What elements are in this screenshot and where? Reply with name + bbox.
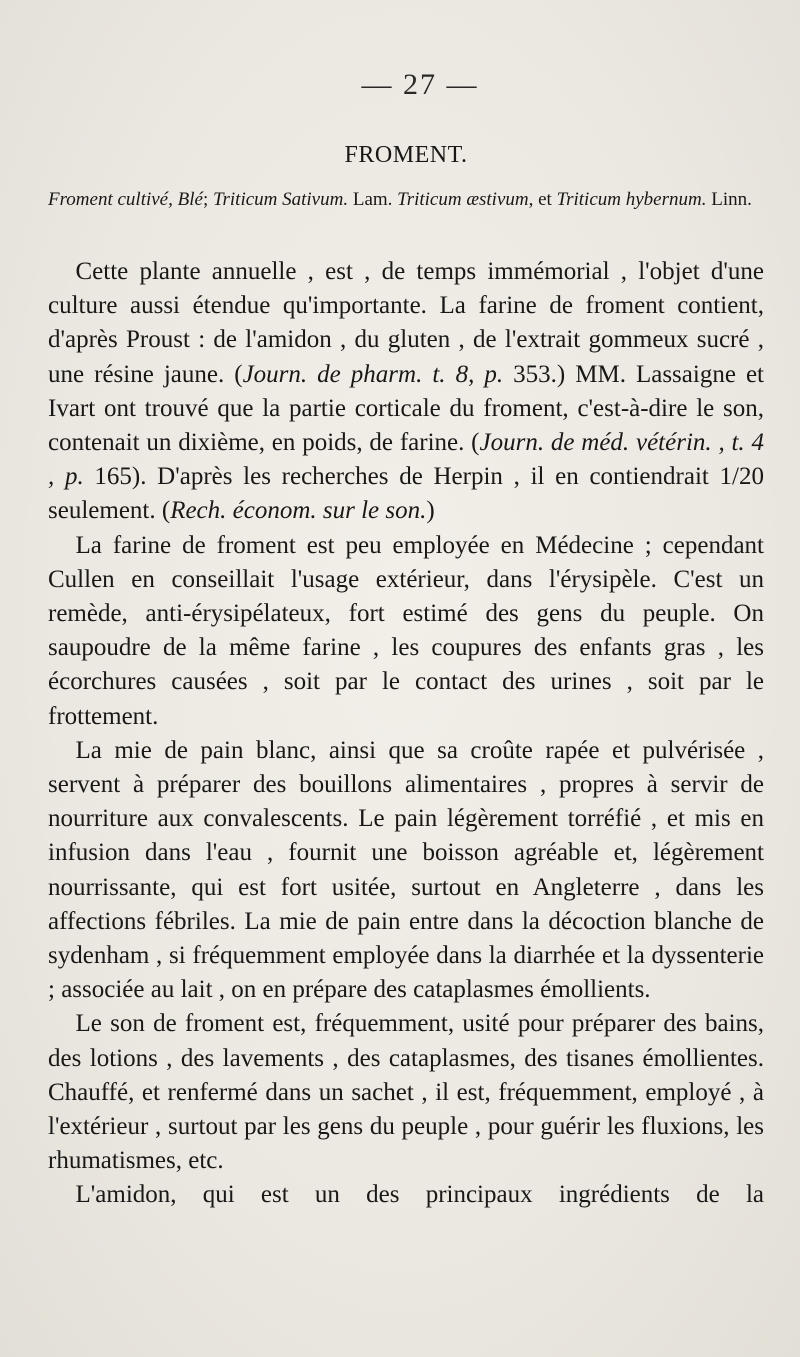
citation-rech-econom: Rech. économ. sur le son.: [170, 497, 427, 525]
synonym-conjunction: , et: [528, 189, 557, 210]
citation-journ-med-veterin: Journ. de méd. vétérin. , t. 4 , p.: [48, 429, 764, 491]
synonym-separator: ;: [202, 189, 213, 210]
paragraph-1: [48, 255, 764, 529]
citation-journ-pharm: Journ. de pharm. t. 8, p.: [242, 360, 504, 388]
synonym-author-lam: Lam.: [348, 189, 398, 210]
body-text: [48, 255, 764, 1213]
paragraph-1-text-a: Cette plante annuelle , est , de temps immémorial , l'objet d'une culture aussi étendue qu'importante. La farine de froment contient, d'après Proust : de l'amidon , du gluten , de l'extrait gommeux sucré , une résine jaune. (: [48, 258, 764, 388]
paragraph-2: La farine de froment est peu employée en Médecine ; cependant Cullen en conseillait l'usage extérieur, dans l'érysipèle. C'est un remède, anti-érysipélateux, fort estimé des gens du peuple. On saupoudre de la même farine , les coupures des enfants gras , les écorchures causées , soit par le contact des urines , soit par le frottement.: [48, 531, 764, 730]
paragraph-3: La mie de pain blanc, ainsi que sa croûte rapée et pulvérisée , servent à préparer des bouillons alimentaires , propres à servir de nourriture aux convalescents. Le pain légèrement torréfié , et mis en infusion dans l'eau , fournit une boisson agréable et, légèrement nourrissante, qui est fort usitée, surtout en Angleterre , dans les affections fébriles. La mie de pain entre dans la décoction blanche de sydenham , si fréquemment employée dans la diarrhée et la dyssenterie ; associée au lait , on en prépare des cataplasmes émollients.: [48, 736, 764, 1004]
paragraph-5: L'amidon, qui est un des principaux ingrédients de la: [75, 1181, 764, 1209]
paragraph-1-text-e: 165). D'après les recherches de Herpin , il en contiendrait 1/20 seulement. (: [48, 463, 764, 525]
synonyms-line: [48, 186, 764, 214]
synonym-author-linn: Linn.: [706, 189, 752, 210]
page-title: FROMENT.: [344, 142, 468, 168]
synonym-triticum-hybernum: Triticum hybernum.: [556, 189, 707, 210]
paragraph-4: Le son de froment est, fréquemment, usité pour préparer des bains, des lotions , des lavements , des cataplasmes, des tisanes émollientes. Chauffé, et renfermé dans un sachet , il est, fréquemment, employé , à l'extérieur , surtout par les gens du peuple , pour guérir les fluxions, les rhumatismes, etc.: [48, 1010, 764, 1175]
synonym-froment-cultive: Froment cultivé, Blé: [48, 189, 203, 210]
paragraph-1-text-g: ): [426, 497, 435, 525]
paragraph-1-text-c: 353.) MM. Lassaigne et Ivart ont trouvé que la partie corticale du froment, c'est-à-dire le son, contenait un dixième, en poids, de farine. (: [48, 360, 764, 457]
synonym-triticum-sativum: Triticum Sativum.: [212, 189, 349, 210]
synonym-triticum-aestivum: Triticum æstivum: [397, 189, 529, 210]
page-number: — 27 —: [361, 68, 479, 101]
